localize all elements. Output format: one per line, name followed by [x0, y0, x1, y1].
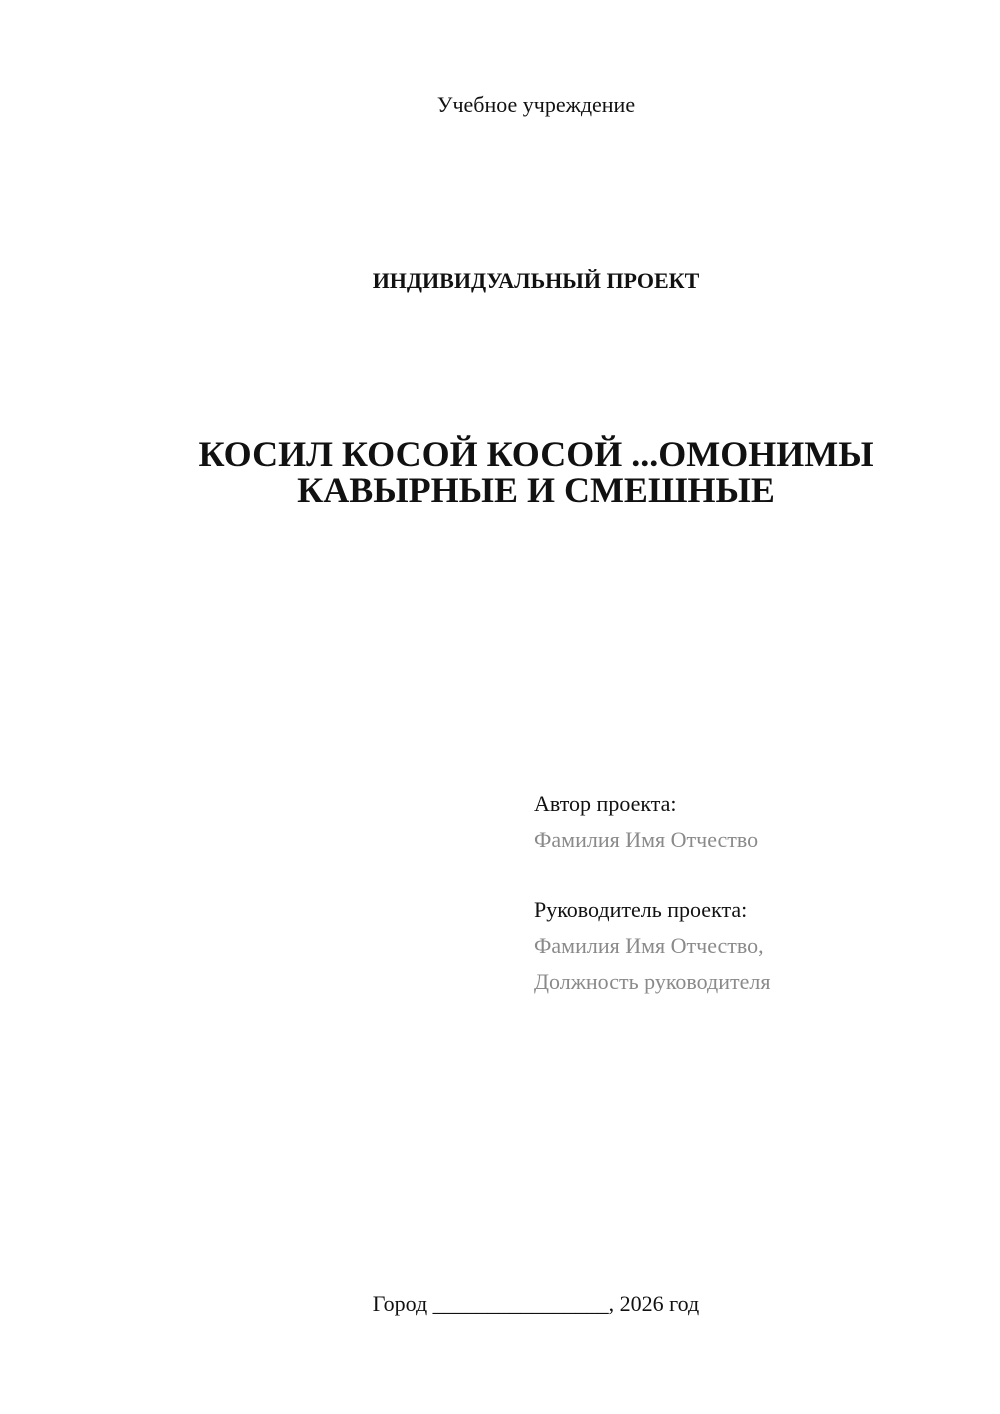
supervisor-label: Руководитель проекта:	[534, 897, 748, 922]
author-name: Фамилия Имя Отчество	[534, 827, 759, 852]
author-label: Автор проекта:	[534, 791, 677, 816]
project-title-line-2: КАВЫРНЫЕ И СМЕШНЫЕ	[297, 470, 775, 510]
project-title	[100, 436, 972, 508]
supervisor-block	[534, 892, 974, 1000]
author-block	[534, 786, 974, 858]
document-type-heading: ИНДИВИДУАЛЬНЫЙ ПРОЕКТ	[372, 268, 700, 293]
supervisor-position: Должность руководителя	[534, 969, 771, 994]
city-year-line: Город ________________, 2026 год	[372, 1291, 700, 1316]
supervisor-name: Фамилия Имя Отчество,	[534, 933, 764, 958]
institution-name: Учебное учреждение	[436, 92, 636, 117]
project-title-line-1: КОСИЛ КОСОЙ КОСОЙ ...ОМОНИМЫ	[198, 434, 874, 474]
